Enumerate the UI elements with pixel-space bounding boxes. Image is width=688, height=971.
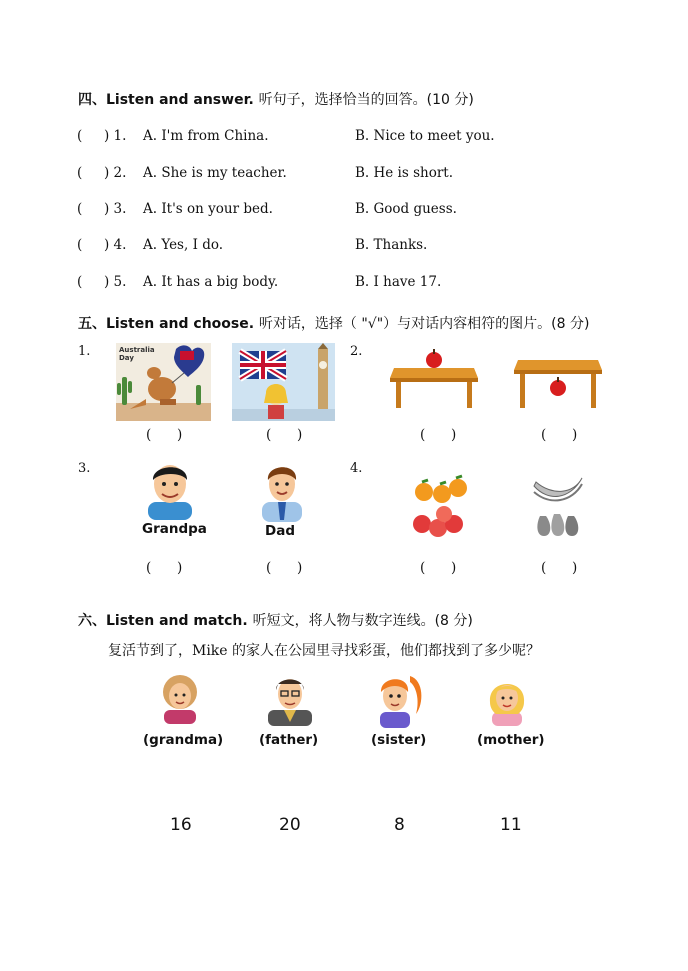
option-b: B. Good guess. [355,201,457,217]
section4-title: 四、Listen and answer. [78,92,254,108]
father-picture [264,672,316,726]
section5-title: 五、Listen and choose. [78,316,255,332]
answer-bracket: ( ) [541,560,578,576]
banana-pear-icon [530,472,586,540]
option-a: A. I'm from China. [143,128,269,144]
answer-open-paren: ( [77,237,83,253]
grandma-icon [156,672,204,724]
answer-bracket: ( ) [146,560,183,576]
question-number: ) 4. [104,237,127,253]
big-ben-flag-icon [232,343,335,421]
table-apple-under-icon [512,348,604,410]
london-picture [232,343,335,421]
option-b: B. Thanks. [355,237,428,253]
section6-title: 六、Listen and match. [78,613,248,629]
match-number: 16 [170,815,192,835]
option-a: A. Yes, I do. [143,237,224,253]
option-a: A. It has a big body. [143,274,279,290]
dad-picture [256,460,308,522]
apple-under-table-picture [512,348,604,410]
question-number: ) 2. [104,165,127,181]
section6-intro: 复活节到了，Mike 的家人在公园里寻找彩蛋，他们都找到了多少呢？ [108,643,541,659]
section6-heading [78,610,473,630]
person-label: (mother) [477,732,545,748]
father-icon [264,672,316,726]
answer-open-paren: ( [77,274,83,290]
sister-icon [370,670,426,728]
boy-face-icon [256,460,308,522]
mother-picture [484,674,530,726]
oranges-apples-picture [410,472,472,542]
answer-open-paren: ( [77,128,83,144]
answer-open-paren: ( [77,165,83,181]
answer-bracket: ( ) [541,427,578,443]
australia-day-picture [116,343,211,421]
match-number: 20 [279,815,301,835]
sister-picture [370,670,426,728]
item-number-4: 4. [350,461,363,476]
person-label: (father) [259,732,319,748]
option-b: B. Nice to meet you. [355,128,495,144]
answer-open-paren: ( [77,201,83,217]
answer-bracket: ( ) [266,427,303,443]
answer-bracket: ( ) [420,560,457,576]
answer-bracket: ( ) [146,427,183,443]
item-number-2: 2. [350,344,363,359]
man-face-icon [138,458,202,520]
mother-icon [484,674,530,726]
grandpa-caption: Grandpa [142,521,207,537]
option-b: B. I have 17. [355,274,442,290]
section4-instruction: 听句子，选择恰当的回答。(10 分) [258,92,474,108]
match-number: 11 [500,815,522,835]
item-number-3: 3. [78,461,91,476]
option-a: A. It's on your bed. [143,201,273,217]
person-label: (sister) [371,732,427,748]
bananas-pears-picture [530,472,586,540]
option-b: B. He is short. [355,165,454,181]
answer-bracket: ( ) [266,560,303,576]
answer-bracket: ( ) [420,427,457,443]
question-number: ) 3. [104,201,127,217]
grandpa-picture [138,458,202,520]
grandma-picture [156,672,204,724]
question-number: ) 5. [104,274,127,290]
section6-instruction: 听短文，将人物与数字连线。(8 分) [252,613,473,629]
match-number: 8 [394,815,405,835]
question-number: ) 1. [104,128,127,144]
australia-day-label: Australia Day [119,346,155,362]
section4-heading [78,89,474,109]
dad-caption: Dad [265,523,295,539]
section5-heading [78,313,589,333]
option-a: A. She is my teacher. [143,165,287,181]
item-number-1: 1. [78,344,91,359]
apple-on-table-picture [388,348,480,410]
table-icon [388,348,480,410]
fruit-icon [410,472,472,542]
section5-instruction: 听对话，选择（ "√"）与对话内容相符的图片。(8 分) [258,316,590,332]
person-label: (grandma) [143,732,224,748]
